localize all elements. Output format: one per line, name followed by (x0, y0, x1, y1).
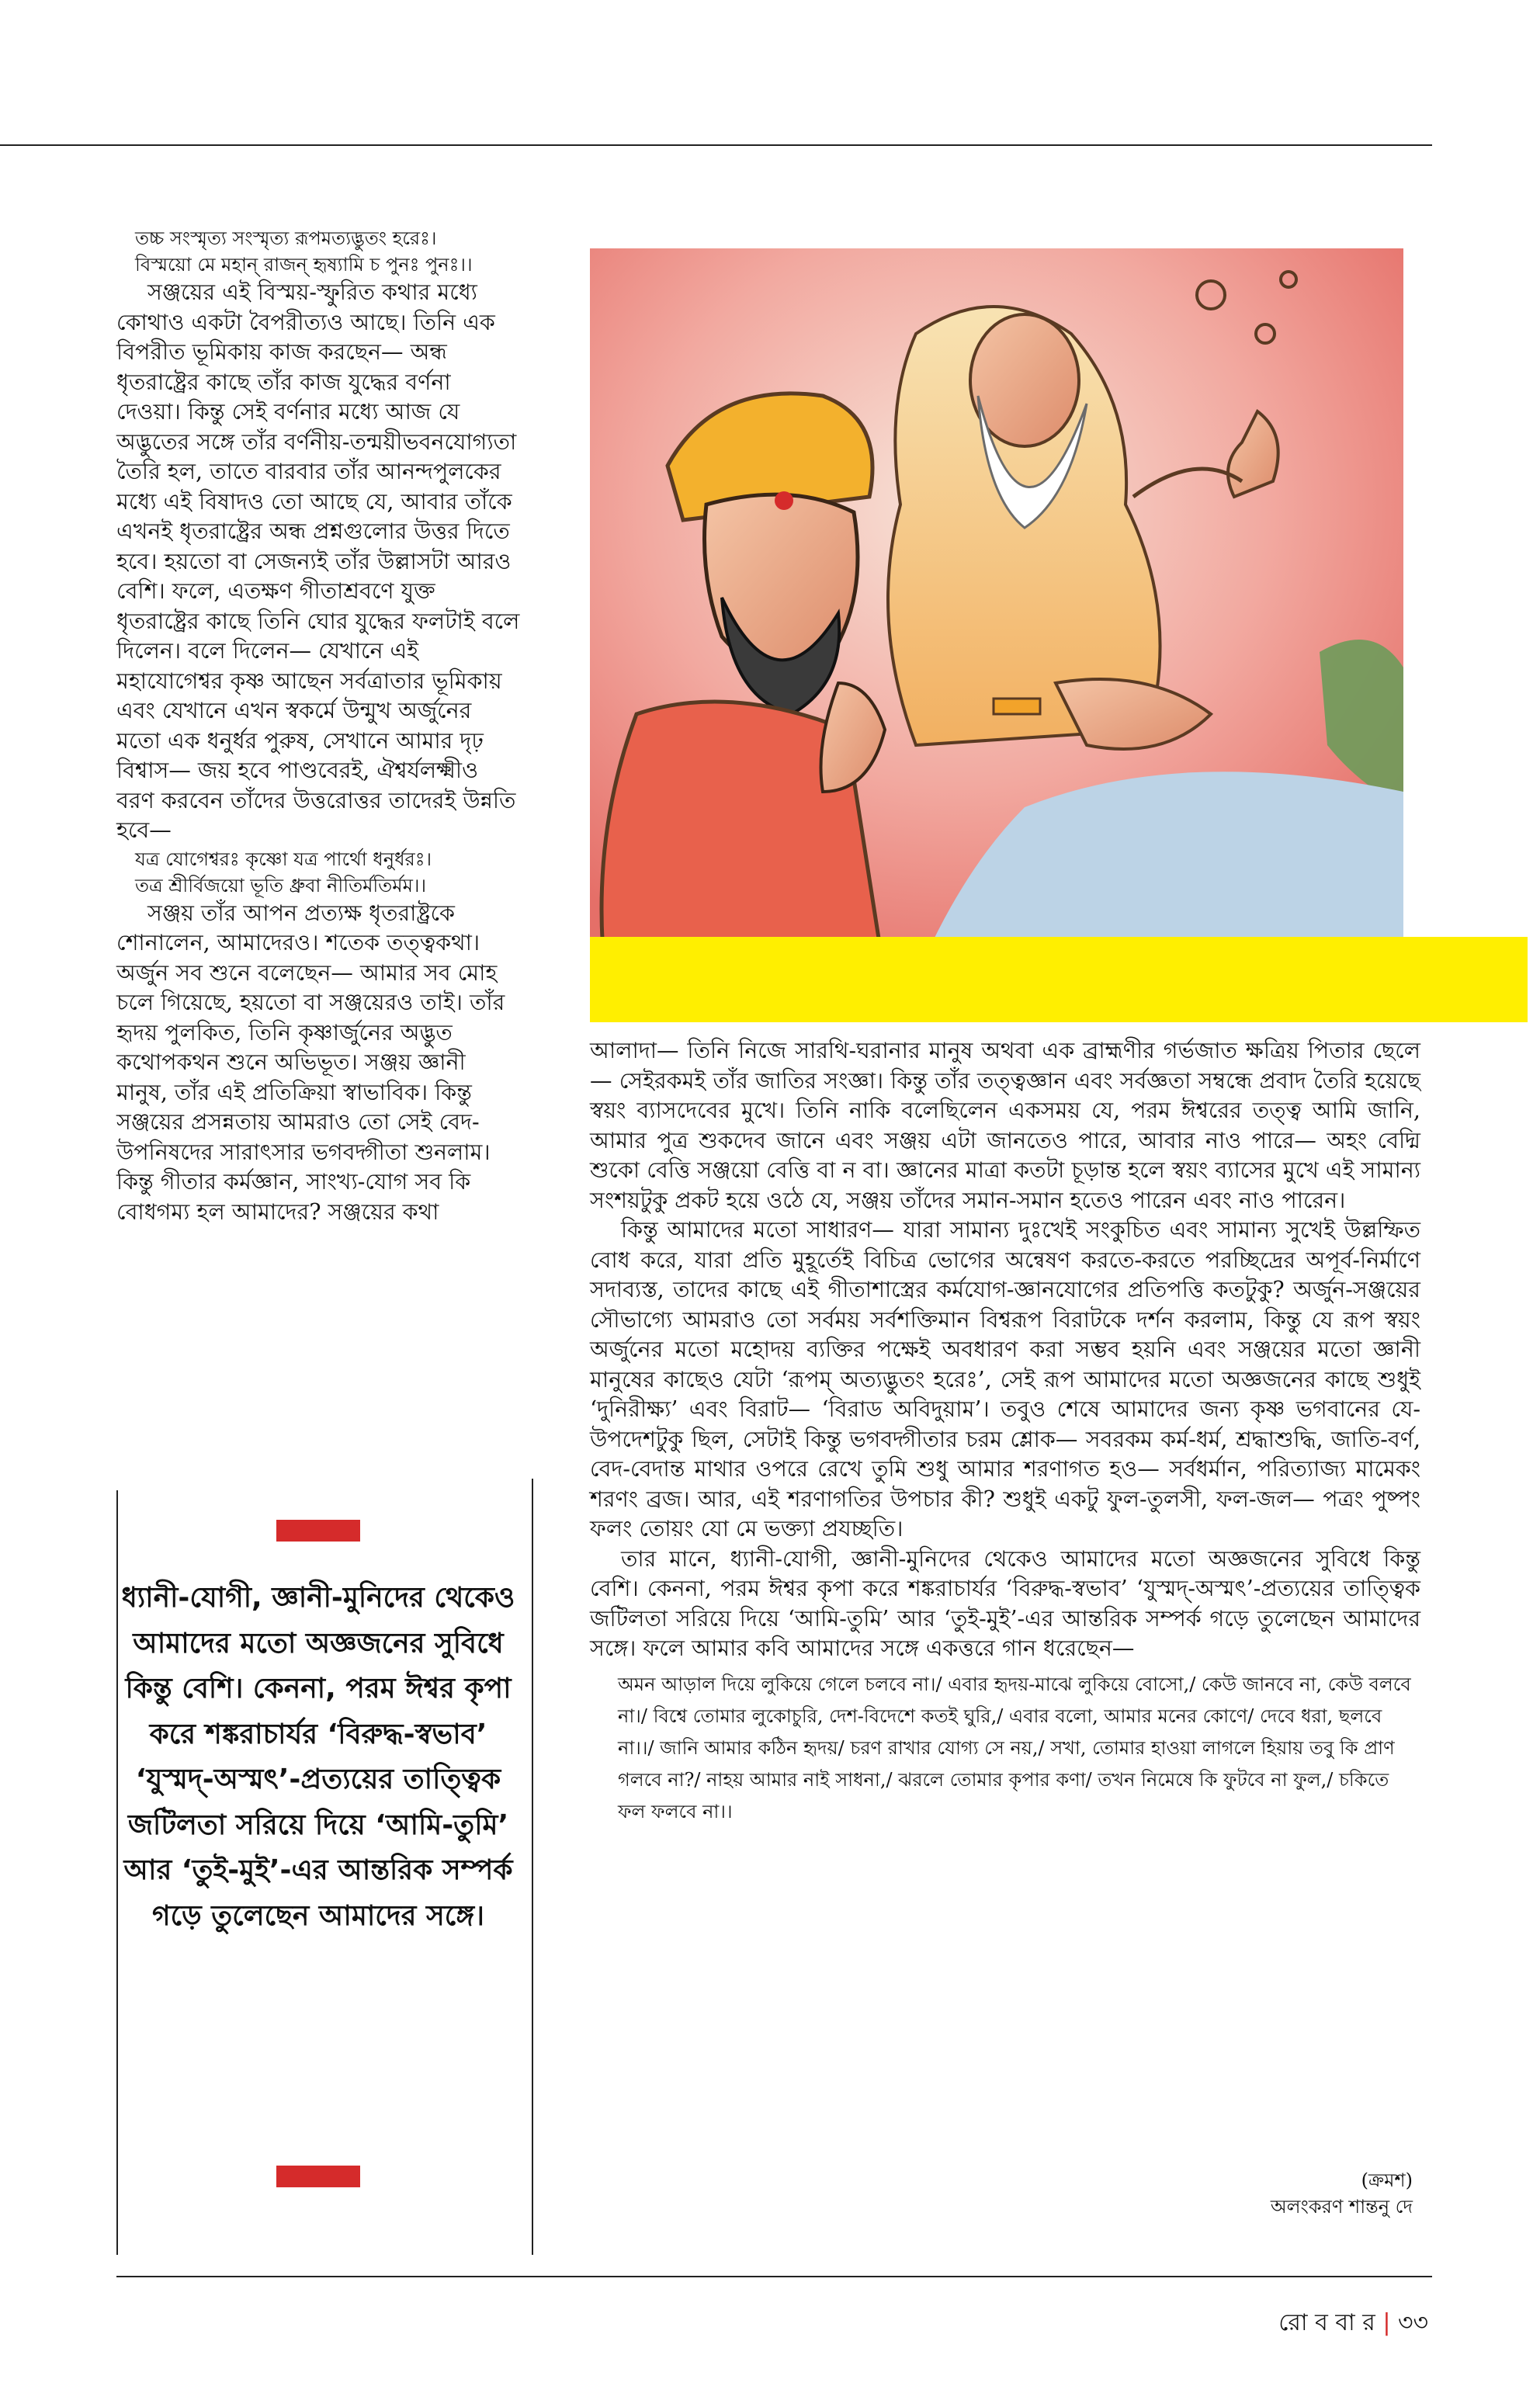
right-column (590, 1036, 1420, 1828)
pull-quote-text: ধ্যানী-যোগী, জ্ঞানী-মুনিদের থেকেও আমাদের মতো অজ্ঞজনের সুবিধে কিন্তু বেশি। কেননা, পরম ঈশ্বর কৃপা করে শঙ্করাচার্যর ‘বিরুদ্ধ-স্বভাব’ ‘যুস্মদ্-অস্মৎ’-প্রত্যয়ের তাত্ত্বিক জটিলতা সরিয়ে দিয়ে ‘আমি-তুমি’ আর ‘তুই-মুই’-এর আন্তরিক সম্পর্ক গড়ে তুলেছেন আমাদের সঙ্গে। (121, 1582, 515, 1932)
pull-quote-bottom-bar (276, 2166, 360, 2187)
left-column (116, 225, 520, 1227)
body-paragraph: তার মানে, ধ্যানী-যোগী, জ্ঞানী-মুনিদের থেকেও আমাদের মতো অজ্ঞজনের সুবিধে কিন্তু বেশি। কেননা, পরম ঈশ্বর কৃপা করে শঙ্করাচার্যর ‘বিরুদ্ধ-স্বভাব’ ‘যুস্মদ্-অস্মৎ’-প্রত্যয়ের তাত্ত্বিক জটিলতা সরিয়ে দিয়ে ‘আমি-তুমি’ আর ‘তুই-মুই’-এর আন্তরিক সম্পর্ক গড়ে তুলেছেন আমাদের সঙ্গে। ফলে আমার কবি আমাদের সঙ্গে একত্তরে গান ধরেছেন— (590, 1545, 1420, 1661)
body-paragraph: আলাদা— তিনি নিজে সারথি-ঘরানার মানুষ অথবা এক ব্রাহ্মণীর গর্ভজাত ক্ষত্রিয় পিতার ছেলে— সেইরকমই তাঁর জাতির সংজ্ঞা। কিন্তু তাঁর তত্ত্বজ্ঞান এবং সর্বজ্ঞতা সম্বন্ধে প্রবাদ তৈরি হয়েছে স্বয়ং ব্যাসদেবের মুখে। তিনি নাকি বলেছিলেন একসময় যে, পরম ঈশ্বরের তত্ত্ব আমি জানি, আমার পুত্র শুকদেব জানে এবং সঞ্জয় এটা জানতেও পারে, আবার নাও পারে— অহং বেদ্মি শুকো বেত্তি সঞ্জয়ো বেত্তি বা ন বা। জ্ঞানের মাত্রা কতটা চূড়ান্ত হলে স্বয়ং ব্যাসের মুখে এই সামান্য সংশয়টুকু প্রকট হয়ে ওঠে যে, সঞ্জয় তাঁদের সমান-সমান হতেও পারেন এবং নাও পারেন। (590, 1038, 1420, 1213)
verse-line: তত্র শ্রীর্বিজয়ো ভূতি ধ্রুবা নীতির্মতির্মম।। (135, 874, 427, 897)
page-number: ৩৩ (1397, 2309, 1428, 2336)
verse-line: বিস্ময়ো মে মহান্ রাজন্ হৃষ্যামি চ পুনঃ পুনঃ।। (135, 254, 473, 276)
illustration-credit: অলংকরণ শান্তনু দে (1270, 2196, 1413, 2218)
verse-line: যত্র যোগেশ্বরঃ কৃষ্ণো যত্র পার্থো ধনুর্ধরঃ। (135, 848, 432, 870)
magazine-name: রো ব বা র (1278, 2309, 1375, 2336)
body-paragraph: সঞ্জয়ের এই বিস্ময়-স্ফুরিত কথার মধ্যে কোথাও একটা বৈপরীত্যও আছে। তিনি এক বিপরীত ভূমিকায় কাজ করছেন— অন্ধ ধৃতরাষ্ট্রের কাছে তাঁর কাজ যুদ্ধের বর্ণনা দেওয়া। কিন্তু সেই বর্ণনার মধ্যে আজ যে অদ্ভুতের সঙ্গে তাঁর বর্ণনীয়-তন্ময়ীভবনযোগ্যতা তৈরি হল, তাতে বারবার তাঁর আনন্দপুলকের মধ্যে এই বিষাদও তো আছে যে, আবার তাঁকে এখনই ধৃতরাষ্ট্রের অন্ধ প্রশ্নগুলোর উত্তর দিতে হবে। হয়তো বা সেজন্যই তাঁর উল্লাসটা আরও বেশি। ফলে, এতক্ষণ গীতাশ্রবণে যুক্ত ধৃতরাষ্ট্রের কাছে তিনি ঘোর যুদ্ধের ফলটাই বলে দিলেন। বলে দিলেন— যেখানে এই মহাযোগেশ্বর কৃষ্ণ আছেন সর্বত্রাতার ভূমিকায় এবং যেখানে এখন স্বকর্মে উন্মুখ অর্জুনের মতো এক ধনুর্ধর পুরুষ, সেখানে আমার দৃঢ় বিশ্বাস— জয় হবে পাণ্ডবেরই, ঐশ্বর্যলক্ষ্মীও বরণ করবেন তাঁদের উত্তরোত্তর তাদেরই উন্নতি হবে— (116, 279, 520, 843)
body-paragraph: কিন্তু আমাদের মতো সাধারণ— যারা সামান্য দুঃখেই সংকুচিত এবং সামান্য সুখেই উল্লম্ফিত বোধ করে, যারা প্রতি মুহূর্তেই বিচিত্র ভোগের অন্বেষণ করতে-করতে পরচ্ছিদ্রের অপূর্ব-নির্মাণে সদাব্যস্ত, তাদের কাছে এই গীতাশাস্ত্রের কর্মযোগ-জ্ঞানযোগের প্রতিপত্তি কতটুকু? অর্জুন-সঞ্জয়ের সৌভাগ্যে আমরাও তো সর্বময় সর্বশক্তিমান বিশ্বরূপ বিরাটকে দর্শন করলাম, কিন্তু যে রূপ স্বয়ং অর্জুনের মতো মহোদয় ব্যক্তির পক্ষেই অবধারণ করা সম্ভব হয়নি এবং সঞ্জয়ের মতো জ্ঞানী মানুষের কাছেও যেটা ‘রূপম্ অত্যদ্ভুতং হরেঃ’, সেই রূপ আমাদের মতো অজ্ঞজনের কাছে শুধুই ‘দুনিরীক্ষ্য’ এবং বিরাট— ‘বিরাড অবিদুয়াম’। তবুও শেষে আমাদের জন্য কৃষ্ণ ভগবানের যে-উপদেশটুকু ছিল, সেটাই কিন্তু ভগবদ্গীতার চরম শ্লোক— সবরকম কর্ম-ধর্ম, শ্রদ্ধাশুদ্ধি, জাতি-বর্ণ, বেদ-বেদান্ত মাথার ওপরে রেখে তুমি শুধু আমার শরণাগত হও— সর্বধর্মান, পরিত্যাজ্য মামেকং শরণং ব্রজ। আর, এই শরণাগতির উপচার কী? শুধুই একটু ফুল-তুলসী, ফল-জল— পত্রং পুষ্পং ফলং তোয়ং যো মে ভক্ত্যা প্রযচ্ছতি। (590, 1217, 1420, 1542)
verse-line: তচ্চ সংস্মৃত্য সংস্মৃত্য রূপমত্যদ্ভুতং হরেঃ। (135, 227, 437, 249)
continued-label: (ক্রমশ) (1361, 2169, 1413, 2191)
folio-separator: | (1382, 2309, 1391, 2336)
top-rule (0, 144, 1432, 146)
yellow-caption-band (590, 937, 1528, 1022)
pull-quote-top-bar (276, 1520, 360, 1542)
body-paragraph: সঞ্জয় তাঁর আপন প্রত্যক্ষ ধৃতরাষ্ট্রকে শোনালেন, আমাদেরও। শতেক তত্ত্বকথা। অর্জুন সব শুনে বলেছেন— আমার সব মোহ চলে গিয়েছে, হয়তো বা সঞ্জয়েরও তাই। তাঁর হৃদয় পুলকিত, তিনি কৃষ্ণার্জুনের অদ্ভুত কথোপকথন শুনে অভিভূত। সঞ্জয় জ্ঞানী মানুষ, তাঁর এই প্রতিক্রিয়া স্বাভাবিক। কিন্তু সঞ্জয়ের প্রসন্নতায় আমরাও তো সেই বেদ-উপনিষদের সারাৎসার ভগবদ্গীতা শুনলাম। কিন্তু গীতার কর্মজ্ঞান, সাংখ্য-যোগ সব কি বোধগম্য হল আমাদের? সঞ্জয়ের কথা (116, 900, 505, 1225)
page-folio (1219, 2304, 1428, 2343)
illustration (590, 248, 1403, 978)
poem-quote: অমন আড়াল দিয়ে লুকিয়ে গেলে চলবে না।/ এবার হৃদয়-মাঝে লুকিয়ে বোসো,/ কেউ জানবে না, কেউ বলবে না।/ বিশ্বে তোমার লুকোচুরি, দেশ-বিদেশে কতই ঘুরি,/ এবার বলো, আমার মনের কোণে/ দেবে ধরা, ছলবে না।।/ জানি আমার কঠিন হৃদয়/ চরণ রাখার যোগ্য সে নয়,/ সখা, তোমার হাওয়া লাগলে হিয়ায় তবু কি প্রাণ গলবে না?/ নাহয় আমার নাই সাধনা,/ ঝরলে তোমার কৃপার কণা/ তখন নিমেষে কি ফুটবে না ফুল,/ চকিতে ফল ফলবে না।। (618, 1673, 1411, 1822)
bottom-rule (116, 2276, 1432, 2277)
pull-quote-box (116, 1498, 520, 2251)
column-divider (532, 1479, 533, 2255)
credits (1211, 2167, 1413, 2220)
illustration-art (590, 248, 1403, 978)
